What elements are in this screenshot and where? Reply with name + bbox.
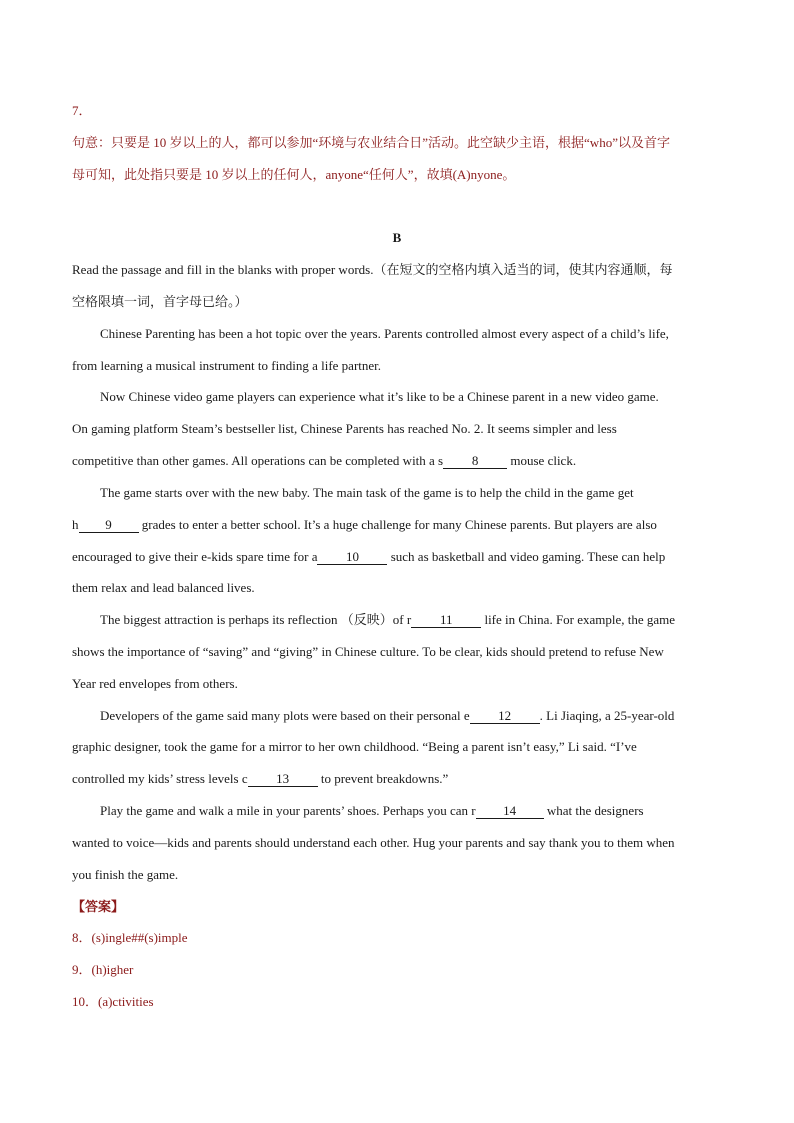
blank-13[interactable]: 13 xyxy=(248,771,318,787)
text-segment: such as basketball and video gaming. These can help xyxy=(387,549,666,564)
blank-8[interactable]: 8 xyxy=(443,453,507,469)
text-segment: h xyxy=(72,517,79,532)
blank-9[interactable]: 9 xyxy=(79,517,139,533)
passage-p4-line-1 xyxy=(100,611,675,629)
text-segment: Play the game and walk a mile in your parents’ shoes. Perhaps you can r xyxy=(100,803,476,818)
passage-p1-line-2: from learning a musical instrument to finding a life partner. xyxy=(72,358,382,373)
answer-9: 9．(h)igher xyxy=(72,962,134,977)
passage-p2-line-2: On gaming platform Steam’s bestseller list, Chinese Parents has reached No. 2. It seems simpler and less xyxy=(72,421,617,436)
text-segment: encouraged to give their e-kids spare time for a xyxy=(72,549,318,564)
answer-10: 10．(a)ctivities xyxy=(72,994,154,1009)
answer-8: 8．(s)ingle##(s)imple xyxy=(72,930,188,945)
answer-label: 【答案】 xyxy=(72,899,125,914)
blank-11[interactable]: 11 xyxy=(411,612,481,628)
passage-p2-line-1: Now Chinese video game players can experience what it’s like to be a Chinese parent in a new video game. xyxy=(100,389,659,404)
passage-p4-line-2: shows the importance of “saving” and “giving” in Chinese culture. To be clear, kids should pretend to refuse New xyxy=(72,644,664,659)
text-segment: what the designers xyxy=(543,803,644,818)
passage-p6-line-1 xyxy=(100,802,644,820)
blank-12[interactable]: 12 xyxy=(470,708,540,724)
text-segment: . Li Jiaqing, a 25-year-old xyxy=(539,708,675,723)
passage-p2-line-3 xyxy=(72,452,576,470)
instruction-line-1: Read the passage and fill in the blanks with proper words.（在短文的空格内填入适当的词，使其内容通顺，每 xyxy=(72,262,673,277)
section-title: B xyxy=(392,230,402,245)
passage-p3-line-1: The game starts over with the new baby. The main task of the game is to help the child in the game get xyxy=(100,485,634,500)
explanation-line-1: 句意：只要是 10 岁以上的人，都可以参加“环境与农业结合日”活动。此空缺少主语，根据“who”以及首字 xyxy=(72,135,670,150)
passage-p4-line-3: Year red envelopes from others. xyxy=(72,676,238,691)
text-segment: competitive than other games. All operations can be completed with a s xyxy=(72,453,444,468)
passage-p6-line-3: you finish the game. xyxy=(72,867,179,882)
blank-14[interactable]: 14 xyxy=(476,803,544,819)
blank-10[interactable]: 10 xyxy=(317,549,387,565)
passage-p6-line-2: wanted to voice—kids and parents should understand each other. Hug your parents and say thank you to them when xyxy=(72,835,675,850)
passage-p5-line-1 xyxy=(100,707,674,725)
text-segment: life in China. For example, the game xyxy=(481,612,676,627)
text-segment: grades to enter a better school. It’s a huge challenge for many Chinese parents. But players are also xyxy=(138,517,657,532)
passage-p3-line-2 xyxy=(72,516,657,534)
text-segment: The biggest attraction is perhaps its reflection （反映）of r xyxy=(100,612,412,627)
text-segment: controlled my kids’ stress levels c xyxy=(72,771,248,786)
passage-p1-line-1: Chinese Parenting has been a hot topic over the years. Parents controlled almost every aspect of a child’s life, xyxy=(100,326,669,341)
passage-p5-line-3 xyxy=(72,770,448,788)
explanation-number: 7． xyxy=(72,103,92,118)
explanation-line-2: 母可知，此处指只要是 10 岁以上的任何人，anyone“任何人”，故填(A)nyone。 xyxy=(72,167,516,182)
instruction-line-2: 空格限填一词，首字母已给。） xyxy=(72,294,248,309)
text-segment: to prevent breakdowns.” xyxy=(317,771,449,786)
passage-p3-line-4: them relax and lead balanced lives. xyxy=(72,580,255,595)
text-segment: Developers of the game said many plots were based on their personal e xyxy=(100,708,470,723)
text-segment: mouse click. xyxy=(507,453,577,468)
passage-p5-line-2: graphic designer, took the game for a mirror to her own childhood. “Being a parent isn’t easy,” Li said. “I’ve xyxy=(72,739,637,754)
passage-p3-line-3 xyxy=(72,548,665,566)
